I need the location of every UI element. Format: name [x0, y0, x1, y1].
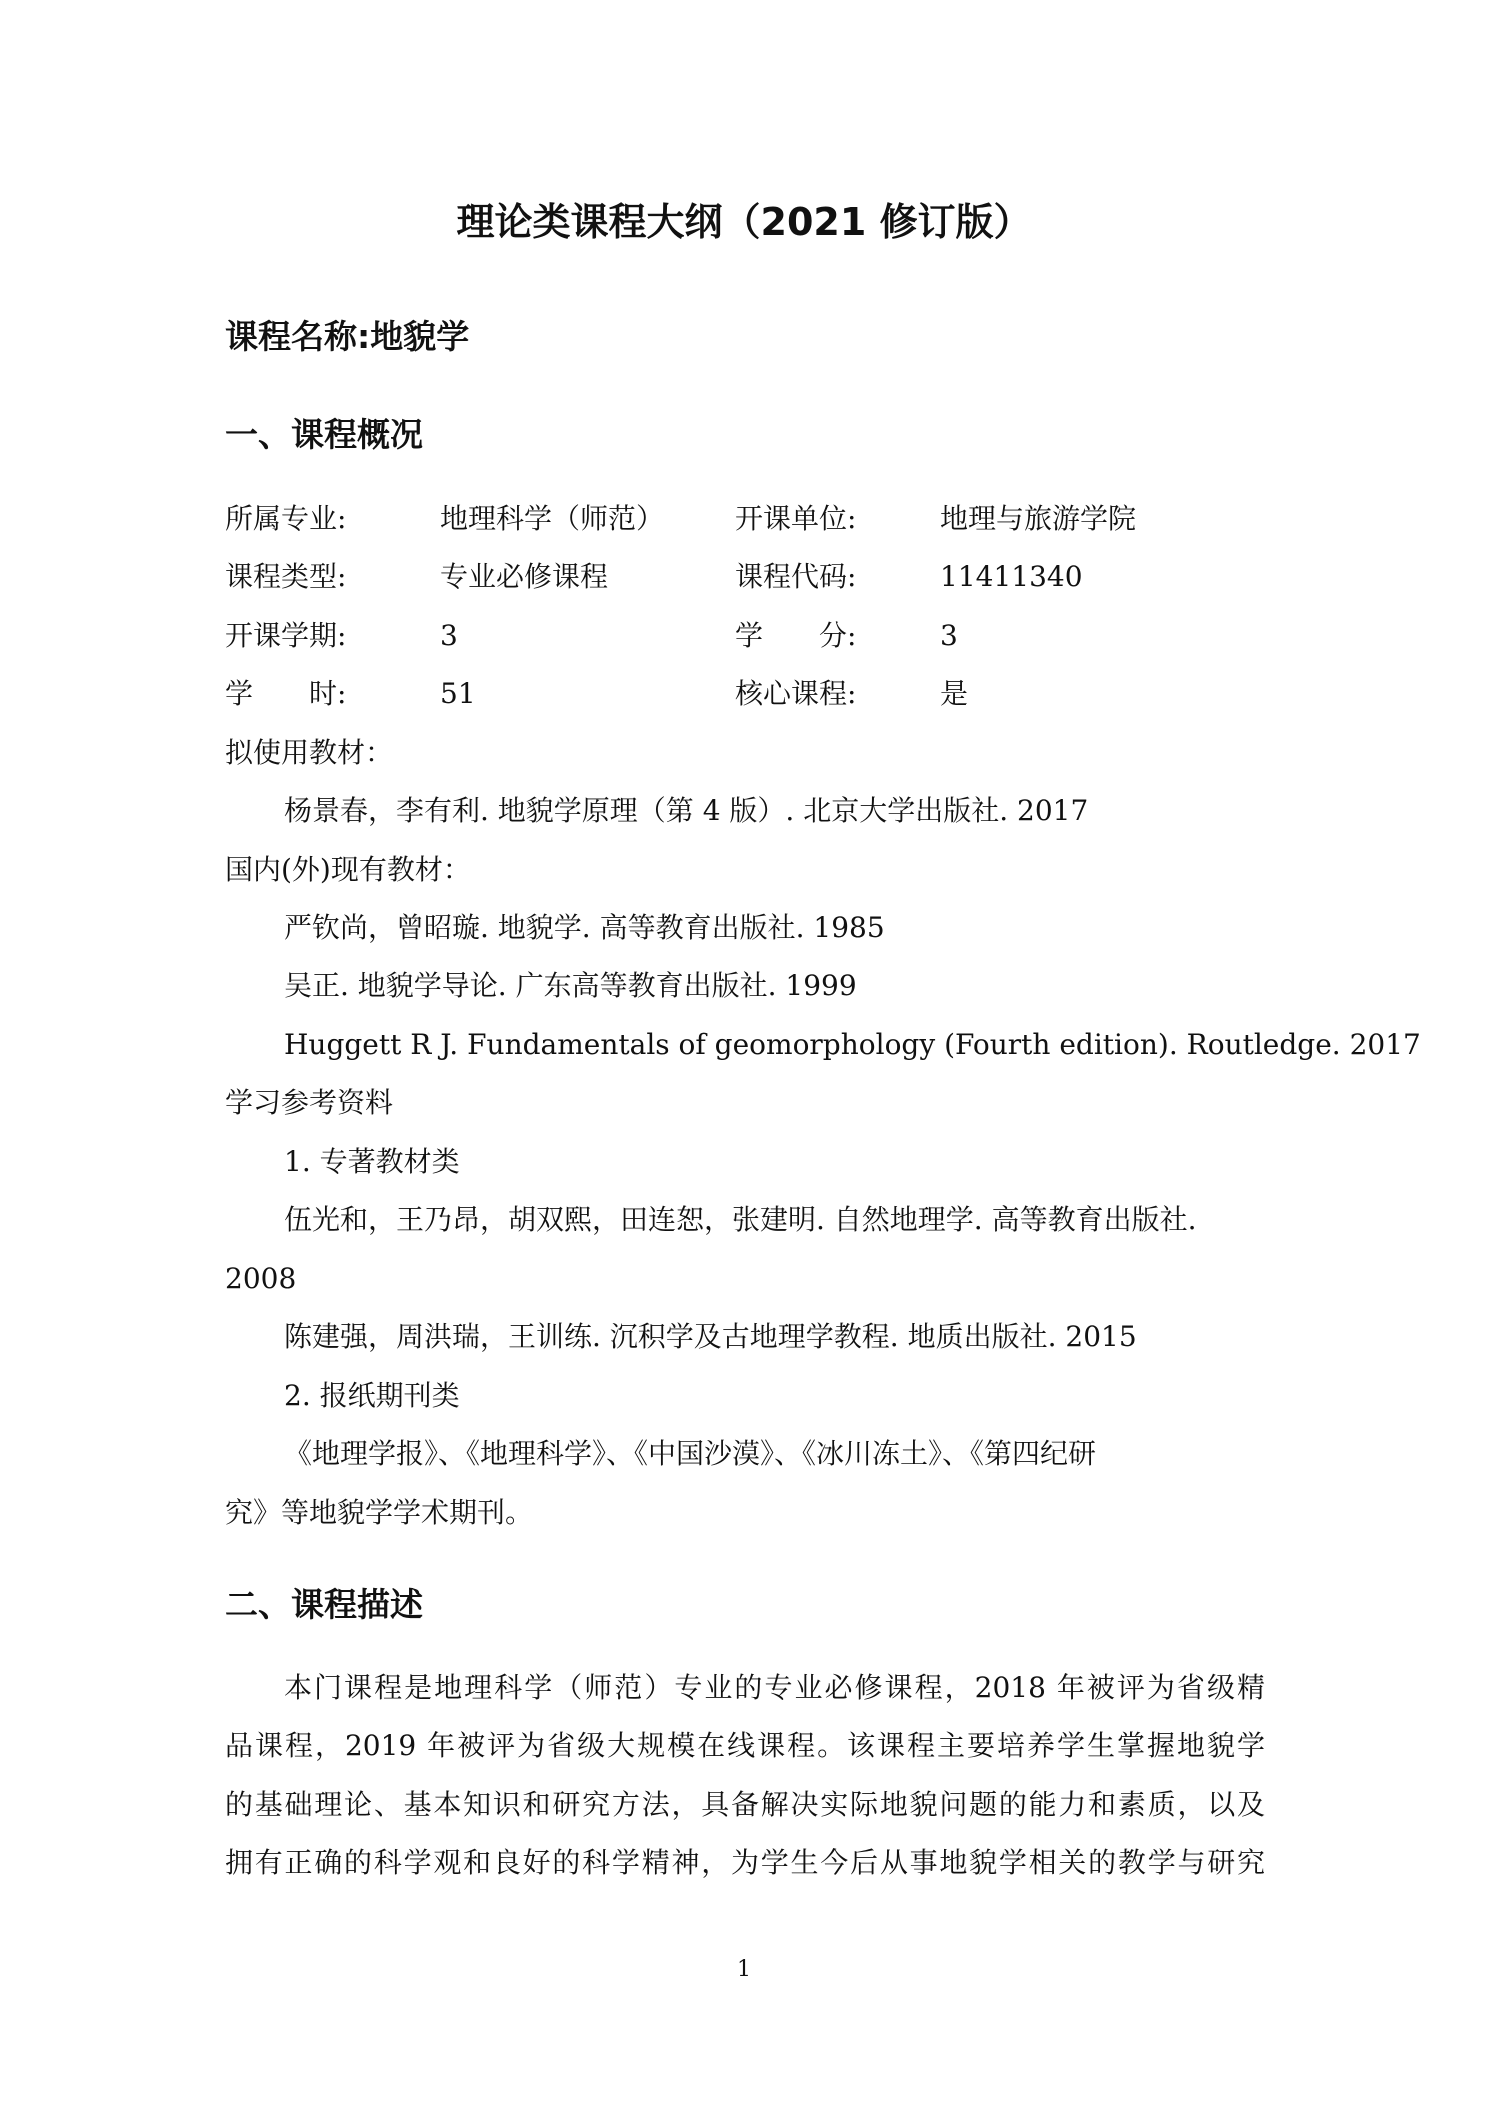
info-label: 学 时:	[225, 677, 347, 710]
info-label: 开课单位:	[735, 502, 857, 535]
reference-entry: 陈建强，周洪瑞，王训练. 沉积学及古地理学教程. 地质出版社. 2015	[284, 1320, 1137, 1353]
description-line: 拥有正确的科学观和良好的科学精神，为学生今后从事地貌学相关的教学与研究	[225, 1846, 1265, 1879]
info-value: 3	[440, 619, 458, 652]
info-label: 开课学期:	[225, 619, 347, 652]
info-value: 51	[440, 677, 476, 710]
reference-entry-continued: 2008	[225, 1262, 297, 1295]
document-title: 理论类课程大纲（2021 修订版）	[456, 200, 1032, 244]
textbook-label: 拟使用教材：	[225, 736, 394, 769]
reference-category: 2. 报纸期刊类	[284, 1379, 460, 1412]
references-label: 学习参考资料	[225, 1086, 394, 1119]
reference-entry: 伍光和，王乃昂，胡双熙，田连恕，张建明. 自然地理学. 高等教育出版社.	[284, 1203, 1197, 1236]
info-label: 核心课程:	[735, 677, 857, 710]
info-label: 学 分:	[735, 619, 857, 652]
existing-textbook-entry: 吴正. 地貌学导论. 广东高等教育出版社. 1999	[284, 969, 857, 1002]
info-value: 地理与旅游学院	[940, 502, 1137, 535]
journals-entry-continued: 究》等地貌学学术期刊。	[225, 1496, 534, 1529]
section-heading-description: 二、课程描述	[225, 1585, 423, 1624]
info-label: 所属专业:	[225, 502, 347, 535]
existing-textbooks-label: 国内(外)现有教材：	[225, 853, 471, 886]
info-value: 是	[940, 677, 969, 710]
section-heading-overview: 一、课程概况	[225, 415, 423, 454]
info-value: 地理科学（师范）	[440, 502, 665, 535]
journals-entry: 《地理学报》、《地理科学》、《中国沙漠》、《冰川冻土》、《第四纪研	[284, 1437, 1097, 1470]
description-line: 品课程，2019 年被评为省级大规模在线课程。该课程主要培养学生掌握地貌学	[225, 1729, 1265, 1762]
page-number: 1	[737, 1957, 751, 1982]
course-name-heading: 课程名称:地貌学	[225, 317, 470, 356]
existing-textbook-entry: 严钦尚，曾昭璇. 地貌学. 高等教育出版社. 1985	[284, 911, 885, 944]
reference-category: 1. 专著教材类	[284, 1145, 460, 1178]
info-value: 专业必修课程	[440, 560, 609, 593]
description-line: 的基础理论、基本知识和研究方法，具备解决实际地貌问题的能力和素质，以及	[225, 1788, 1265, 1821]
info-value: 11411340	[940, 560, 1083, 593]
info-label: 课程类型:	[225, 560, 347, 593]
info-label: 课程代码:	[735, 560, 857, 593]
info-value: 3	[940, 619, 958, 652]
existing-textbook-entry: Huggett R J. Fundamentals of geomorphology (Fourth edition). Routledge. 2017	[284, 1028, 1421, 1061]
textbook-entry: 杨景春，李有利. 地貌学原理（第 4 版）. 北京大学出版社. 2017	[284, 794, 1089, 827]
description-line: 本门课程是地理科学（师范）专业的专业必修课程，2018 年被评为省级精	[284, 1671, 1265, 1704]
